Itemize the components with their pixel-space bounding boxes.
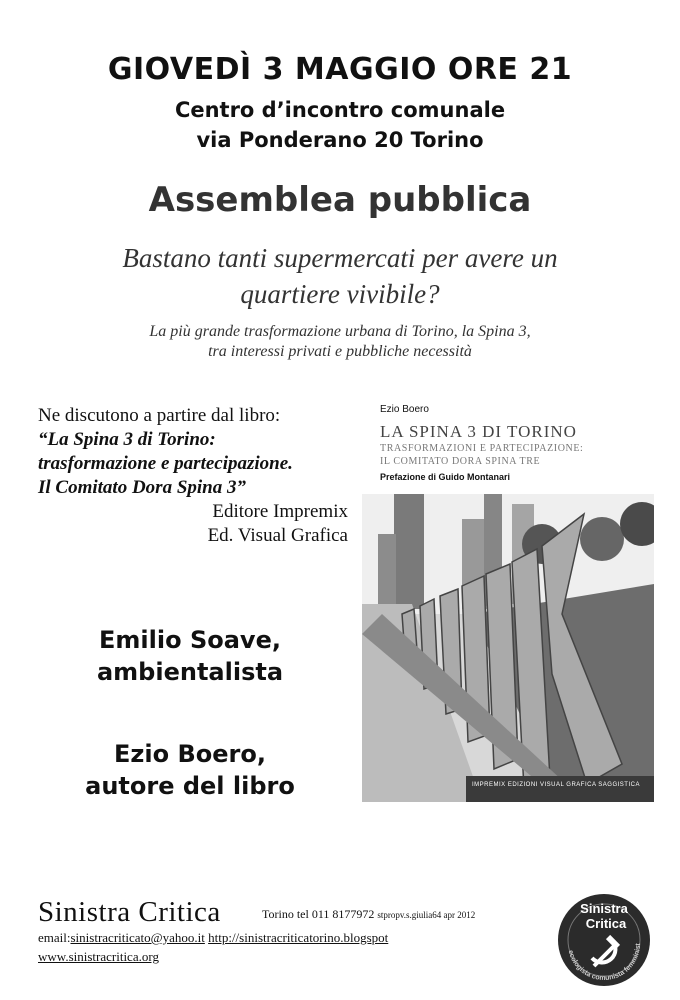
speaker-1-role: ambientalista <box>96 658 284 686</box>
logo-arc-text: ecologista comunista femminist <box>566 943 643 983</box>
book-intro-lead: Ne discutono a partire dal libro: <box>38 405 281 426</box>
cover-photo <box>362 494 654 802</box>
publisher-1: Editore Impremix <box>212 501 348 522</box>
cover-preface: Prefazione di Guido Montanari <box>380 472 511 482</box>
sinistra-critica-logo <box>556 892 652 988</box>
book-intro <box>38 404 358 548</box>
blog-link[interactable]: http://sinistracriticatorino.blogspot <box>208 930 389 945</box>
logo-line-1: Sinistra <box>580 901 628 916</box>
email-label: email: <box>38 930 71 945</box>
cover-title: LA SPINA 3 DI TORINO <box>380 422 577 441</box>
venue-line-1: Centro d’incontro comunale <box>174 98 506 122</box>
venue-line-2: via Ponderano 20 Torino <box>196 128 484 152</box>
cover-subtitle-line-2: IL COMITATO DORA SPINA TRE <box>380 456 541 467</box>
organization-name: Sinistra Critica <box>38 896 221 928</box>
book-title-line-2: trasformazione e partecipazione. <box>38 453 293 474</box>
logo-line-2: Critica <box>585 916 627 931</box>
contact-email <box>38 930 388 946</box>
speaker-1-name: Emilio Soave, <box>99 626 281 654</box>
website-link[interactable]: www.sinistracritica.org <box>38 949 159 964</box>
question-line-1: Bastano tanti supermercati per avere un <box>122 243 558 273</box>
contact-phone <box>262 907 475 922</box>
assembly-title: Assemblea pubblica <box>148 180 532 220</box>
event-venue <box>0 95 680 155</box>
publisher-2: Ed. Visual Grafica <box>207 525 348 546</box>
question-line-2: quartiere vivibile? <box>240 279 440 309</box>
cover-author: Ezio Boero <box>380 404 429 415</box>
cover-subtitle-line-1: TRASFORMAZIONI E PARTECIPAZIONE: <box>380 443 584 454</box>
email-link[interactable]: sinistracriticato@yahoo.it <box>70 930 205 945</box>
speaker-2-name: Ezio Boero, <box>114 740 266 768</box>
website <box>38 949 159 965</box>
subtitle-line-2: tra interessi privati e pubbliche necessità <box>208 343 472 360</box>
cover-publisher-strip: IMPREMIX EDIZIONI VISUAL GRAFICA SAGGISTICA <box>472 782 640 788</box>
main-question <box>0 240 680 312</box>
subtitle-line-1: La più grande trasformazione urbana di Torino, la Spina 3, <box>149 323 531 340</box>
cover-subtitle <box>380 442 650 468</box>
speaker-2-role: autore del libro <box>85 772 295 800</box>
print-note: stpropv.s.giulia64 apr 2012 <box>377 910 476 920</box>
speaker-1 <box>40 624 340 688</box>
phone-text: Torino tel 011 8177972 <box>262 907 375 921</box>
speaker-2 <box>40 738 340 802</box>
book-title-line-1: “La Spina 3 di Torino: <box>38 429 216 450</box>
subtitle <box>0 322 680 362</box>
event-datetime: GIOVEDÌ 3 MAGGIO ORE 21 <box>107 52 573 87</box>
book-cover <box>362 402 654 802</box>
book-title-line-3: Il Comitato Dora Spina 3” <box>38 477 246 498</box>
